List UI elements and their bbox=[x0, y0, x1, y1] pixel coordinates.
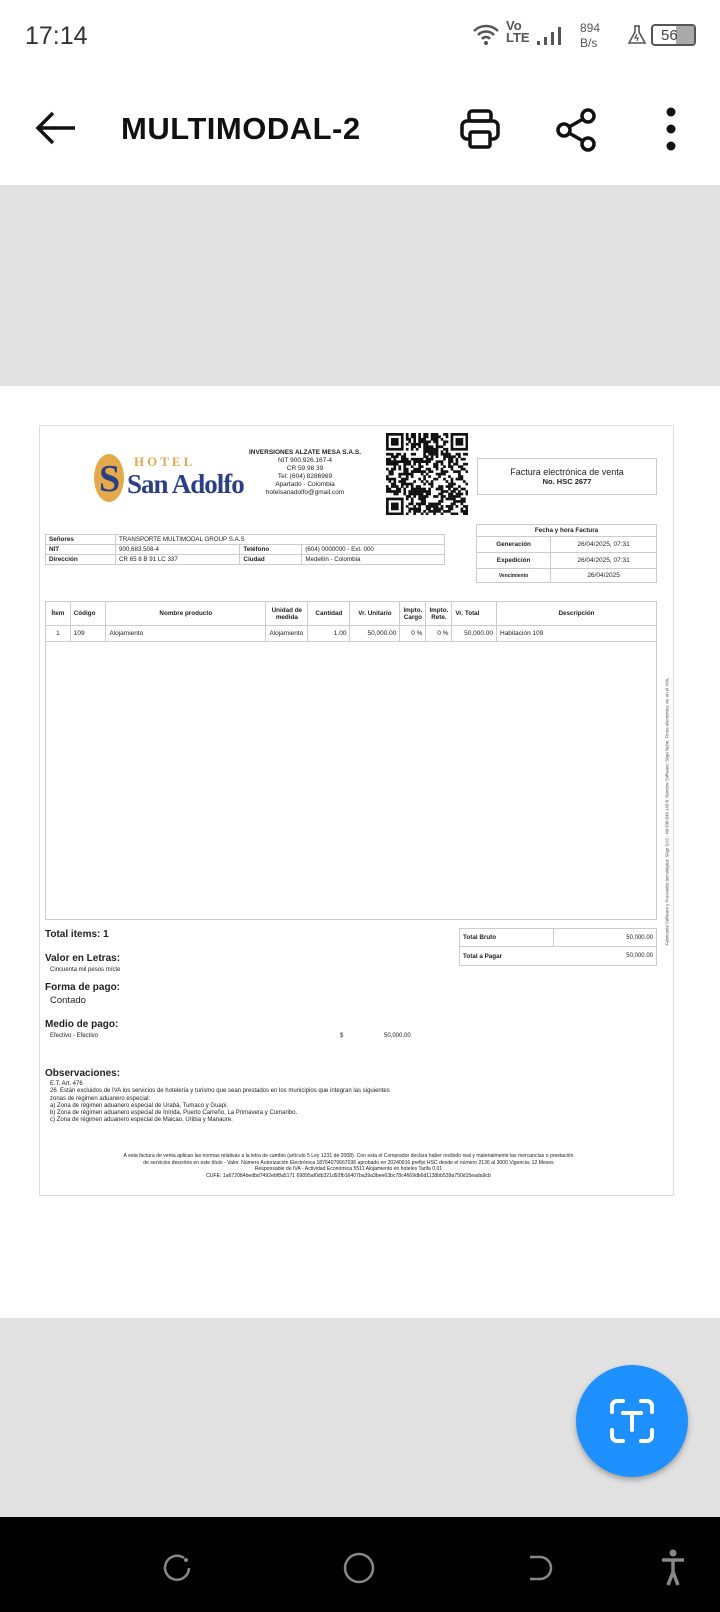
company-address: CR 59 98 39 bbox=[286, 465, 324, 472]
software-note: Fabricante Software y Proveedor tecnológico: Siigo SAS - Nit 830.048.145-8. Nombre Software: Siigo Nube. Firma electrónica ver en el XML. bbox=[664, 676, 670, 946]
forma-pago: Contado bbox=[50, 995, 86, 1006]
scan-text-icon bbox=[609, 1398, 655, 1444]
print-icon[interactable] bbox=[459, 108, 501, 150]
medio-currency: $ bbox=[340, 1033, 344, 1039]
company-nit: NIT 900.926.167-4 bbox=[277, 457, 333, 464]
medio-pago-label: Medio de pago: bbox=[45, 1019, 119, 1030]
forma-pago-label: Forma de pago: bbox=[45, 982, 121, 993]
navigation-bar bbox=[0, 1517, 720, 1612]
invoice-document bbox=[39, 425, 674, 1196]
viewer-background-top bbox=[0, 185, 720, 386]
back-arrow-icon[interactable] bbox=[35, 110, 77, 146]
home-icon[interactable] bbox=[342, 1551, 376, 1585]
battery-icon bbox=[651, 24, 696, 46]
document-title: MULTIMODAL-2 bbox=[121, 111, 361, 146]
dates-table: Fecha y hora Factura Generación 26/04/2025, 07:31 Expedición 26/04/2025, 07:31 Vencimiento 26/04/2025 bbox=[476, 524, 657, 583]
speed-unit: B/s bbox=[580, 36, 598, 50]
invoice-title-box bbox=[477, 458, 657, 495]
items-table-frame bbox=[45, 601, 657, 920]
share-icon[interactable] bbox=[555, 108, 599, 152]
battery-level: 56 bbox=[661, 27, 678, 44]
text-recognition-button[interactable] bbox=[576, 1365, 688, 1477]
company-phone: Tel: (604) 8286969 bbox=[277, 473, 333, 480]
hotel-logo: S HOTEL San Adolfo bbox=[94, 452, 244, 504]
total-items: Total items: 1 bbox=[45, 929, 109, 940]
company-email: hotelsanadolfo@gmail.com bbox=[265, 489, 345, 496]
recents-icon[interactable] bbox=[162, 1553, 192, 1583]
clock: 17:14 bbox=[25, 22, 88, 50]
totals-table: Total Bruto 50,000.00 Total a Pagar 50,000.00 bbox=[459, 928, 657, 966]
invoice-number: No. HSC 2677 bbox=[542, 477, 592, 486]
volte-label: Vo LTE bbox=[506, 18, 530, 45]
valor-letras-label: Valor en Letras: bbox=[45, 953, 121, 964]
app-bar bbox=[0, 70, 720, 185]
speed-value: 894 bbox=[580, 21, 601, 35]
items-table: Ítem Código Nombre producto Unidad de medida Cantidad Vr. Unitario Impto. Cargo Impto. Rete. Vr. Total Descripción 1 109 Alojamiento Alojamiento 1.00 50,000.00 0 % 0 % 50,000.00 Habitación 109 bbox=[45, 601, 657, 642]
back-nav-icon[interactable] bbox=[526, 1553, 556, 1583]
observaciones-text: E.T. Art. 476 26. Están excluidos de IVA los servicios de hotelería y turismo que sean prestados en los municipios que integran las siguientes zonas de régimen aduanero especial: a) Zona de régimen aduanero especial de Urabá, Tumaco y Guapi. b) Zona de régimen aduanero especial de Inírida, Puerto Carreño, La Primavera y Cumaribo. c) Zona de régimen aduanero especial de Maicao, Uribia y Manaure. bbox=[50, 1081, 390, 1124]
client-table: Señores TRANSPORTE MULTIMODAL GROUP S.A.S NIT 900.683.508-4 Teléfono (604) 0000000 - Ext. 000 Dirección CR 65 8 B 91 LC 337 Ciudad Medellín - Colombia bbox=[45, 534, 445, 565]
qr-code bbox=[386, 433, 468, 515]
signal-icon bbox=[536, 26, 566, 46]
more-options-icon[interactable] bbox=[664, 106, 678, 152]
legal-footer: A esta factura de venta aplican las normas relativas a la letra de cambio (artículo 5 Ley 1231 de 2008). Con esta el Comprador declara haber recibido real y materialmente las mercancías o prestación de servicios descritos en este título - Valor. Número Autorización Electrónica 18764079667036 aprobado en 20240916 prefijo HSC desde el número 2136 al 3000 Vigencia: 12 Meses Responsable de IVA - Actividad Económica 5511 Alojamiento en hoteles Tarifa 0.01 CUFE: 1a672084bedbd7492ebf8a5171 69895af0db321d92fb16407ba39a3bee63bc78c4669db6d1138bb539a750d15eada9cb bbox=[123, 1153, 574, 1179]
medio-amount: 50,000.00 bbox=[384, 1033, 411, 1039]
observaciones-label: Observaciones: bbox=[45, 1068, 121, 1079]
table-row: 1 109 Alojamiento Alojamiento 1.00 50,000.00 0 % 0 % 50,000.00 Habitación 109 bbox=[46, 626, 657, 642]
company-info bbox=[235, 449, 375, 497]
invoice-title: Factura electrónica de venta bbox=[510, 467, 624, 477]
accessibility-icon[interactable] bbox=[660, 1549, 686, 1587]
status-bar bbox=[0, 0, 720, 70]
valor-letras: Cincuenta mil pesos m/cte bbox=[50, 967, 121, 973]
company-city: Apartadó - Colombia bbox=[275, 481, 335, 488]
wifi-icon bbox=[472, 22, 500, 46]
battery-saver-icon bbox=[627, 25, 647, 45]
medio-pago: Efectivo - Efectivo bbox=[50, 1033, 99, 1039]
company-name: INVERSIONES ALZATE MESA S.A.S. bbox=[248, 449, 362, 456]
